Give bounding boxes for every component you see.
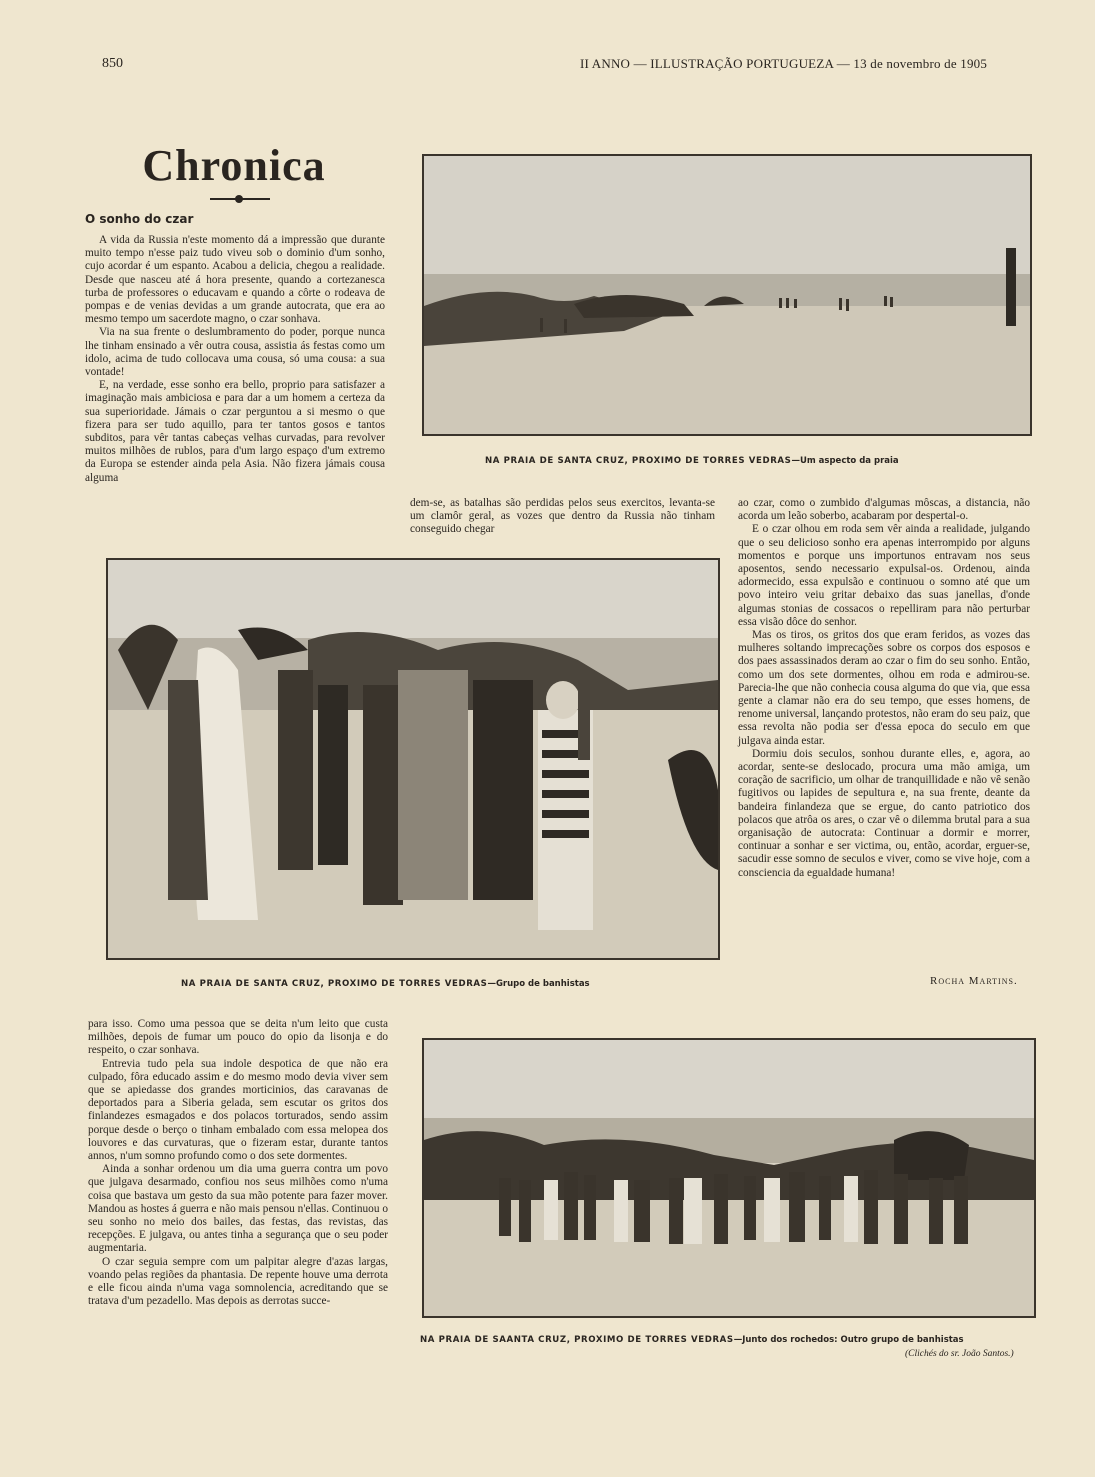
caption-detail: —Grupo de banhistas <box>487 979 590 989</box>
column-3 <box>738 497 1030 880</box>
paragraph: E, na verdade, esse sonho era bello, proprio para satisfazer a imaginação mais ambiciosa e para dar a um homem a certeza da sua superioridade. Jámais o czar perguntou a si mesmo o que fizera para ser tudo aquillo, para ter tantos gosos e tantos subditos, para vêr tantas cabeças velhas curvadas, para revolver muitos milhões de rublos, para d'um largo espaço d'um extremo da Europa se estender ainda pela Asia. Não fizera jámais cousa alguma <box>85 379 385 484</box>
column-2-top <box>410 497 715 537</box>
paragraph: para isso. Como uma pessoa que se deita n'um leito que custa milhões, depois de fumar um pouco do opio da lisonja e do respeito, o czar sonhava. <box>88 1018 388 1057</box>
paragraph: Mas os tiros, os gritos dos que eram feridos, as vozes das mulheres soltando imprecações sobre os corpos dos esposos e dos paes assassinados deram ao czar o fim do seu sonho. Então, como um dos sete dormentes, olhou em roda e admirou-se. Parecia-lhe que não conhecia cousa alguma do que via, que essa gente a clamar não era do seu tempo, que esses homens, de renome universal, lançando protestos, não eram do seu paiz, que essa revolta não podia ser d'essa epoca do seculo em que julgava ainda estar. <box>738 629 1030 747</box>
paragraph: A vida da Russia n'este momento dá a impressão que durante muito tempo n'esse paiz tudo viveu sob o dominio d'um sonho, cujo acordar é um espanto. Acabou a delicia, chegou a realidade. Desde que nasceu até á hora presente, quando a cortezanesca turba de professores o educavam e quando a côrte o rodeava de pompas e de venias devidas a um grande autocrata, que era ao mesmo tempo um sacerdote magno, o czar sonhava. <box>85 234 385 326</box>
running-head: II ANNO — ILLUSTRAÇÃO PORTUGUEZA — 13 de novembro de 1905 <box>580 56 988 71</box>
paragraph: Via na sua frente o deslumbramento do poder, porque nunca lhe tinham ensinado a vêr outra cousa, assistia ás festas como um idolo, acima de tudo collocava uma cousa, só uma cousa: a sua vontade! <box>85 326 385 379</box>
column-1-bottom <box>88 1018 388 1308</box>
paragraph: ao czar, como o zumbido d'algumas môscas, a distancia, não acorda um leão soberbo, acabaram por despertal-o. <box>738 497 1030 523</box>
article-subtitle: O sonho do czar <box>85 212 194 226</box>
title-ornament <box>210 198 270 200</box>
caption-detail: —Um aspecto da praia <box>791 456 899 466</box>
photo-credit: (Clichés do sr. João Santos.) <box>905 1349 1014 1359</box>
caption-photo-2 <box>181 979 590 989</box>
page-number: 850 <box>102 56 123 71</box>
paragraph: dem-se, as batalhas são perdidas pelos seus exercitos, levanta-se um clamôr geral, as vozes que dentro da Russia não tinham conseguido chegar <box>410 497 715 536</box>
caption-main: NA PRAIA DE SANTA CRUZ, PROXIMO DE TORRES VEDRAS <box>181 979 488 989</box>
column-1-top <box>85 234 385 485</box>
photo-group-of-bathers <box>106 558 720 960</box>
paragraph: Ainda a sonhar ordenou um dia uma guerra contra um povo que julgava desarmado, confiou nos seus milhões como n'uma coisa que bastava um gesto da sua mão potente para fazer mover. Mandou as hostes á guerra e não mais pensou n'ellas. Continuou o seu sonho no meio dos bailes, das festas, das revistas, das recepções. E julgava, ou antes tinha a segurança que o seu poder augmentaria. <box>88 1163 388 1255</box>
paragraph: Dormiu dois seculos, sonhou durante elles, e, agora, ao acordar, sente-se deslocado, procura uma mão amiga, um coração de sacrificio, um olhar de tranquillidade e não vê senão fugitivos ou lapides de sepultura e, na sua frente, deante da bandeira finlandeza que se ergue, do canto patriotico dos polacos que atrôa os ares, o czar vê o dilemma brutal para a sua organisação de autocrata: Continuar a dormir e morrer, continuar a sonhar e ser victima, ou, então, acordar, erguer-se, sacudir esse somno de seculos e viver, como se vive hoje, com a consciencia da egualdade humana! <box>738 747 1030 879</box>
caption-photo-1 <box>485 456 899 466</box>
photo-group-near-rocks <box>422 1038 1036 1318</box>
photo-beach-aspect <box>422 154 1032 436</box>
article-title: Chronica <box>142 141 326 190</box>
caption-main: NA PRAIA DE SANTA CRUZ, PROXIMO DE TORRES VEDRAS <box>485 456 792 466</box>
caption-photo-3 <box>420 1335 964 1345</box>
paragraph: E o czar olhou em roda sem vêr ainda a realidade, julgando que o seu delicioso sonho era apenas interrompido por alguns momentos e porque uns importunos entravam nos seus aposentos, sendo necessario expulsal-os. Ordenou, ainda adormecido, essa expulsão e continuou o somno até que um povo inteiro veiu gritar debaixo das suas janellas, d'onde algumas stonias de cossacos o repelliram para não perturbar essa visão dôce do senhor. <box>738 523 1030 628</box>
author-signature: Rocha Martins. <box>930 975 1018 987</box>
paragraph: Entrevia tudo pela sua indole despotica de que não era culpado, fôra educado assim e do mesmo modo devia viver sem que se apiedasse dos grandes morticinios, das caravanas de deportados para a Siberia gelada, sem escutar os gritos dos finlandezes esmagados e dos polacos torturados, sendo assim porque desde o berço o tinham embalado com essa melopea dos louvores e das curvaturas, que o fizeram estar, durante tantos annos, n'um somno profundo como o dos sete dormentes. <box>88 1057 388 1163</box>
caption-main: NA PRAIA DE SAANTA CRUZ, PROXIMO DE TORRES VEDRAS <box>420 1335 734 1345</box>
paragraph: O czar seguia sempre com um palpitar alegre d'azas largas, voando pelas regiões da phantasia. De repente houve uma derrota e elle ficou ainda n'uma vaga somnolencia, acreditando que se tratava d'um pezadello. Mas depois as derrotas succe- <box>88 1255 388 1308</box>
caption-detail: —Junto dos rochedos: Outro grupo de banhistas <box>733 1335 964 1345</box>
